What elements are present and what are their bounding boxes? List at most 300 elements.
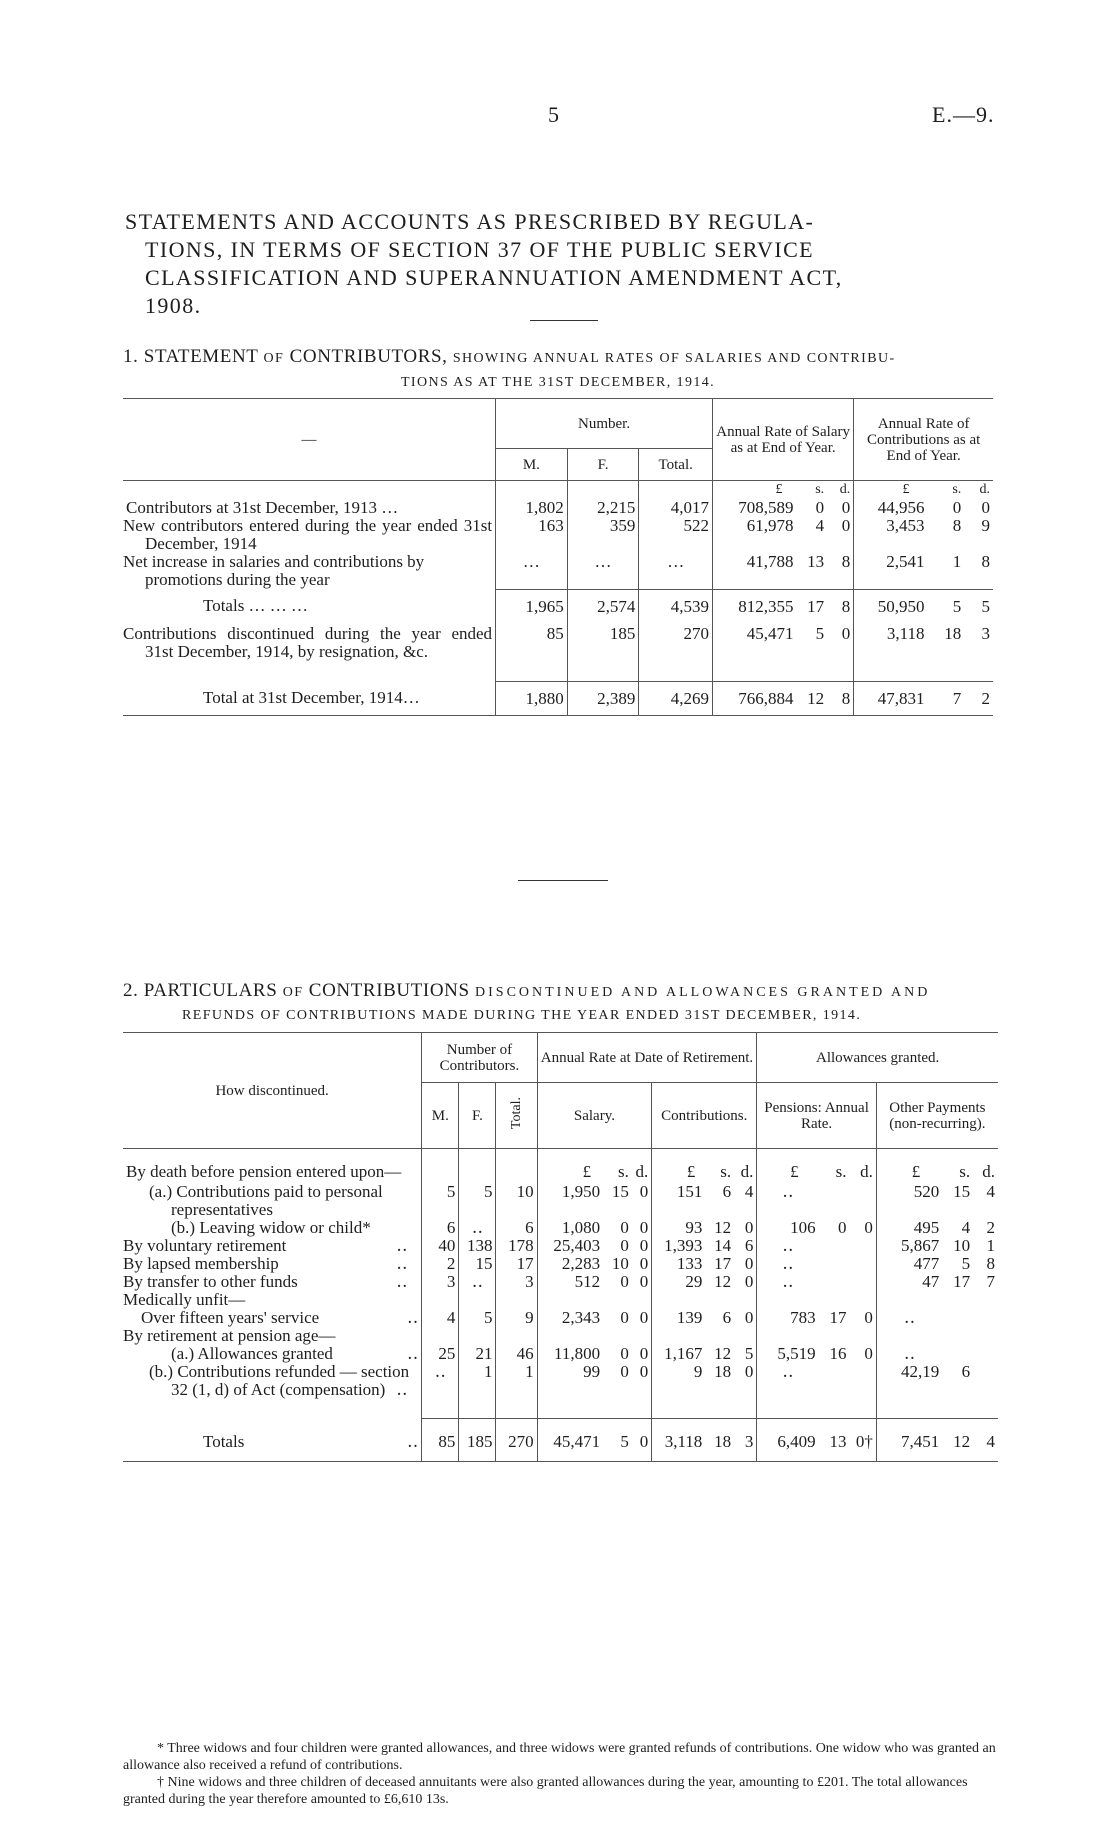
section1-of: OF: [263, 351, 285, 366]
t2-row: [123, 1363, 998, 1419]
t2-header-how: How discontinued.: [123, 1033, 422, 1149]
t2-header-f: F.: [459, 1083, 496, 1149]
t2-cell-ss: 0: [620, 1271, 629, 1291]
t2-cell-sl: [537, 1327, 603, 1345]
t1-con-d: 8: [981, 552, 990, 571]
t2-cell-t: 6: [525, 1217, 534, 1237]
t2-cell-od: 8: [986, 1253, 995, 1273]
t2-row-label: [123, 1309, 422, 1327]
t2-cell-f: ‥: [459, 1219, 496, 1237]
t2-header-m: M.: [422, 1083, 459, 1149]
section2-of: OF: [282, 985, 304, 1000]
t1-row-label: Net increase in salaries and contributions by promotions during the year: [123, 553, 496, 589]
t1-total: 4,017: [670, 498, 710, 517]
t1-row-label: New contributors entered during the year ended 31st December, 1914: [123, 517, 496, 553]
footnote-2: † Nine widows and three children of deceased annuitants were also granted allowances during the year, amounting to £201. The total allowances granted during the year therefore amounted to £6,610 13s.: [123, 1775, 968, 1807]
t2-unit-pound-4: £: [876, 1149, 942, 1183]
t1-row-label: Total at 31st December, 1914…: [123, 681, 496, 716]
t2-cell-cs: 6: [722, 1181, 732, 1201]
t1-row-label: Contributions discontinued during the year ended 31st December, 1914, by resignation, &c.: [123, 619, 496, 681]
t2-cell-f: [459, 1291, 496, 1309]
t2-cell-cl: 1,393: [652, 1237, 706, 1255]
t2-cell-sd: 0: [639, 1307, 649, 1327]
t1-con-l: 50,950: [854, 589, 928, 619]
t2-cell-od: [973, 1363, 998, 1419]
contributors-table: [123, 398, 993, 716]
t2-cell-m: 6: [422, 1219, 459, 1237]
t2-cell-m: 3: [422, 1273, 459, 1291]
section2-contributions: CONTRIBUTIONS: [308, 980, 470, 1001]
t2-unit-d: d.: [635, 1162, 649, 1181]
t2-row-label-text: Medically unfit—: [123, 1289, 246, 1309]
t1-total: 522: [683, 516, 710, 535]
t1-con-s: 0: [952, 498, 962, 517]
t2-cell-t: 178: [508, 1235, 534, 1255]
t2-cell-pl: 783: [757, 1309, 819, 1327]
t2-cell-cs: 12: [714, 1343, 732, 1363]
t2-cell-ps: 17: [829, 1307, 847, 1327]
t2-cell-os: [942, 1327, 973, 1345]
t2-row: [123, 1327, 998, 1345]
t2-row-label-text: Over fifteen years' service: [141, 1307, 320, 1327]
t2-cell-cd: 0: [744, 1361, 754, 1381]
t2-row-label: [123, 1327, 422, 1345]
t2-header-annual: Annual Rate at Date of Retirement.: [537, 1033, 757, 1083]
t2-row-label: [123, 1345, 422, 1363]
t1-row: [123, 499, 993, 517]
t2-cell-sd: 0: [632, 1419, 652, 1462]
t1-sal-l: 766,884: [713, 681, 797, 716]
t2-cell-sd: 0: [639, 1361, 649, 1381]
section2-heading-line2: [182, 1003, 1002, 1025]
t2-cell-m: 4: [422, 1309, 459, 1327]
t2-cell-t: [496, 1291, 537, 1309]
t2-cell-ps: [819, 1255, 850, 1273]
t1-header-salary: Annual Rate of Salary as at End of Year.: [713, 399, 854, 481]
t1-row-grand-total: [123, 681, 993, 716]
t1-header-total: Total.: [639, 449, 713, 481]
t2-cell-od: 1: [986, 1235, 995, 1255]
section-divider: [518, 880, 608, 881]
t2-cell-ps: [819, 1183, 850, 1219]
t1-con-s: 7: [927, 681, 964, 716]
t1-sal-s: 4: [815, 516, 825, 535]
t2-cell-m: 5: [422, 1183, 459, 1219]
t2-cell-sl: [537, 1291, 603, 1309]
t2-dot-leader: ‥: [406, 1431, 419, 1451]
t1-m: 85: [496, 619, 568, 681]
t1-total: 4,539: [639, 589, 713, 619]
t2-unit-pound-2: £: [652, 1149, 706, 1183]
t1-sal-s: 0: [815, 498, 825, 517]
t2-cell-cd: 0: [744, 1253, 754, 1273]
t2-cell-cl: 93: [652, 1219, 706, 1237]
t2-cell-sd: 0: [639, 1235, 649, 1255]
t1-con-s: 8: [952, 516, 962, 535]
t2-cell-sl: 25,403: [537, 1237, 603, 1255]
t1-con-l: 44,956: [854, 499, 928, 517]
t2-cell-ss: 0: [620, 1361, 629, 1381]
t2-cell-sl: 45,471: [537, 1419, 603, 1462]
t2-row: [123, 1309, 998, 1327]
t2-cell-ps: [819, 1363, 850, 1419]
t2-dot-leader: ‥: [406, 1307, 419, 1327]
t2-cell-os: [942, 1291, 973, 1309]
t2-cell-os: 5: [961, 1253, 971, 1273]
t2-cell-ss: 0: [620, 1235, 629, 1255]
t2-cell-cs: 6: [722, 1307, 732, 1327]
t2-cell-cd: 3: [734, 1419, 757, 1462]
t2-cell-f: ‥: [459, 1273, 496, 1291]
document-reference: E.—9.: [932, 102, 995, 127]
t2-unit-s-4: s.: [959, 1162, 971, 1181]
t2-cell-ss: [603, 1291, 632, 1309]
t1-sal-d: 0: [841, 498, 851, 517]
t2-cell-cd: 4: [744, 1181, 754, 1201]
t2-cell-m: 85: [422, 1419, 459, 1462]
t2-cell-pl: ‥: [757, 1255, 819, 1273]
t1-header-m: M.: [496, 449, 568, 481]
t2-cell-pd: [850, 1273, 877, 1291]
t2-cell-cl: 29: [652, 1273, 706, 1291]
t2-cell-cl: 151: [652, 1183, 706, 1219]
t2-cell-cl: 9: [652, 1363, 706, 1419]
t2-cell-f: 1: [459, 1363, 496, 1419]
t1-m: 163: [496, 517, 568, 553]
t2-cell-cl: [652, 1327, 706, 1345]
t2-row-label-text: By lapsed membership: [123, 1253, 279, 1273]
t2-cell-sd: 0: [639, 1271, 649, 1291]
t1-total: 4,269: [639, 681, 713, 716]
t2-cell-cd: [734, 1291, 757, 1309]
t2-unit-s: s.: [618, 1162, 629, 1181]
t2-row: [123, 1273, 998, 1291]
t1-con-d: 9: [981, 516, 990, 535]
t2-cell-ol: 42,19: [876, 1363, 942, 1419]
t2-cell-od: [973, 1345, 998, 1363]
t2-cell-f: 15: [459, 1255, 496, 1273]
t2-cell-od: [973, 1327, 998, 1345]
t2-cell-pd: [850, 1183, 877, 1219]
t2-cell-cd: 0: [744, 1217, 754, 1237]
t2-row: [123, 1291, 998, 1309]
t1-header-f: F.: [567, 449, 639, 481]
t2-cell-pd: [850, 1327, 877, 1345]
t2-cell-cs: 12: [714, 1271, 732, 1291]
t2-row-label: By voluntary retirement ‥: [123, 1237, 422, 1255]
t2-cell-f: 5: [459, 1309, 496, 1327]
t2-row-label: (b.) Contributions refunded — section 32 (1, d) of Act (compensation) ‥: [123, 1363, 422, 1419]
t2-cell-m: 2: [422, 1255, 459, 1273]
t2-row-totals: [123, 1419, 998, 1462]
t1-row: [123, 619, 993, 681]
t1-con-d: 0: [981, 498, 990, 517]
t2-cell-os: [942, 1345, 973, 1363]
page-number: 5: [548, 102, 559, 127]
t1-header-contrib: Annual Rate of Contributions as at End of Year.: [854, 399, 993, 481]
t2-cell-cl: 139: [652, 1309, 706, 1327]
t2-cell-pl: 5,519: [757, 1345, 819, 1363]
t2-cell-cs: 12: [714, 1217, 732, 1237]
t2-cell-pl: 106: [757, 1219, 819, 1237]
t2-cell-f: 138: [459, 1237, 496, 1255]
t1-con-l: 2,541: [854, 553, 928, 589]
section2-heading: [123, 980, 1003, 1002]
t2-row-label-text: (a.) Allowances granted: [171, 1343, 333, 1363]
t2-header-pensions: Pensions: Annual Rate.: [757, 1083, 877, 1149]
t1-row-totals: [123, 589, 993, 619]
t2-cell-cl: 1,167: [652, 1345, 706, 1363]
t1-row: [123, 517, 993, 553]
t2-cell-od: [973, 1309, 998, 1327]
t2-cell-sd: 0: [639, 1343, 649, 1363]
t2-cell-ps: [819, 1291, 850, 1309]
t2-cell-ol: ‥: [876, 1309, 942, 1327]
t2-cell-cd: 0: [744, 1271, 754, 1291]
t2-cell-pl: ‥: [757, 1183, 819, 1219]
t1-sal-l: 45,471: [713, 619, 797, 681]
section2-num: 2. PARTICULARS: [123, 980, 278, 1001]
t1-m: 1,802: [496, 499, 568, 517]
t2-cell-pl: ‥: [757, 1273, 819, 1291]
t2-cell-cd: [734, 1327, 757, 1345]
t2-cell-pd: [850, 1255, 877, 1273]
t2-cell-sd: [632, 1291, 652, 1309]
t2-cell-f: 5: [459, 1183, 496, 1219]
section2-rest-line2: REFUNDS OF CONTRIBUTIONS MADE DURING THE YEAR ENDED 31ST DECEMBER, 1914.: [182, 1008, 862, 1023]
t2-row-label-text: By voluntary retirement: [123, 1235, 287, 1255]
t2-cell-t: 17: [516, 1253, 534, 1273]
t1-unit-d-2: d.: [979, 482, 990, 497]
t2-row-label-text: By transfer to other funds: [123, 1271, 298, 1291]
t2-cell-od: [973, 1291, 998, 1309]
t1-row-label: Totals … … …: [123, 589, 496, 619]
t2-header-contributions: Contributions.: [652, 1083, 757, 1149]
t1-sal-s: 12: [796, 681, 827, 716]
t2-cell-ol: 47: [876, 1273, 942, 1291]
t2-unit-d-2: d.: [740, 1162, 754, 1181]
t2-cell-os: 15: [953, 1181, 971, 1201]
t2-cell-f: 185: [459, 1419, 496, 1462]
t2-cell-od: 4: [973, 1419, 998, 1462]
t1-header-blank: —: [123, 399, 496, 481]
t2-cell-od: 4: [986, 1181, 995, 1201]
section1-contributors: CONTRIBUTORS,: [289, 346, 448, 367]
t1-con-l: 3,453: [854, 517, 928, 553]
t2-header-total-cell: [496, 1083, 537, 1149]
t2-cell-f: 21: [459, 1345, 496, 1363]
t1-header-number: Number.: [496, 399, 713, 449]
t1-sal-d: 8: [827, 681, 854, 716]
t2-cell-ps: [819, 1237, 850, 1255]
t2-header-number: Number of Contributors.: [422, 1033, 537, 1083]
t1-unit-pound-2: £: [854, 481, 928, 500]
t2-row-label-text: (b.) Leaving widow or child*: [171, 1217, 371, 1237]
t2-row-label-text: (b.) Contributions refunded — section 32 (1, d) of Act (compensation): [149, 1361, 410, 1399]
t1-m: 1,880: [496, 681, 568, 716]
t1-row: [123, 553, 993, 589]
t2-cell-m: [422, 1327, 459, 1345]
t2-cell-cs: [705, 1327, 734, 1345]
t2-cell-m: 25: [422, 1345, 459, 1363]
t2-unit-pound: £: [537, 1149, 603, 1183]
title-line-3: CLASSIFICATION AND SUPERANNUATION AMENDMENT ACT,: [145, 265, 843, 290]
t1-unit-s-2: s.: [952, 482, 962, 497]
t2-cell-t: 3: [525, 1271, 534, 1291]
t2-cell-ps: [819, 1273, 850, 1291]
t1-sal-l: 708,589: [713, 499, 797, 517]
t2-cell-t: 1: [525, 1361, 534, 1381]
t2-cell-cl: 3,118: [652, 1419, 706, 1462]
t2-cell-cd: 0: [744, 1307, 754, 1327]
t2-cell-cd: 6: [744, 1235, 754, 1255]
t2-cell-pl: ‥: [757, 1363, 819, 1419]
t2-cell-ss: 0: [620, 1307, 629, 1327]
t2-cell-t: 9: [525, 1307, 534, 1327]
t2-unit-s-2: s.: [720, 1162, 732, 1181]
title-divider: [530, 320, 598, 321]
t1-f: 2,215: [567, 499, 639, 517]
t2-cell-os: [942, 1309, 973, 1327]
t1-f: …: [567, 553, 639, 589]
t2-cell-ss: 0: [620, 1343, 629, 1363]
t2-cell-os: 10: [953, 1235, 971, 1255]
t2-cell-ol: 7,451: [876, 1419, 942, 1462]
t2-cell-ps: 16: [829, 1343, 847, 1363]
t2-cell-t: [496, 1327, 537, 1345]
t2-unit-s-3: s.: [835, 1162, 847, 1181]
t1-sal-l: 41,788: [713, 553, 797, 589]
t2-cell-sl: 11,800: [537, 1345, 603, 1363]
t2-cell-pd: 0: [864, 1307, 873, 1327]
t2-cell-cs: 17: [714, 1253, 732, 1273]
t2-header-allowances: Allowances granted.: [757, 1033, 998, 1083]
t1-con-l: 3,118: [854, 619, 928, 681]
section1-heading-line2: [123, 370, 993, 392]
t1-con-s: 5: [927, 589, 964, 619]
t2-cell-pd: 0: [864, 1217, 873, 1237]
t2-cell-m: ‥: [422, 1363, 459, 1419]
t2-cell-os: 4: [961, 1217, 971, 1237]
t1-con-d: 5: [964, 589, 993, 619]
t2-cell-os: 17: [953, 1271, 971, 1291]
t1-f: 2,389: [567, 681, 639, 716]
t2-cell-t: 270: [496, 1419, 537, 1462]
t2-dot-leader: ‥: [406, 1343, 419, 1363]
t1-sal-s: 13: [807, 552, 825, 571]
title-line-1: STATEMENTS AND ACCOUNTS AS PRESCRIBED BY REGULA-: [125, 209, 815, 234]
t1-m: …: [496, 553, 568, 589]
t1-total: 270: [683, 624, 710, 643]
t2-unit-pound-3: £: [757, 1149, 819, 1183]
discontinued-table: [123, 1032, 998, 1462]
t2-cell-ss: 10: [611, 1253, 629, 1273]
t2-cell-pd: [850, 1363, 877, 1419]
t2-cell-sl: 1,950: [537, 1183, 603, 1219]
t2-row: [123, 1255, 998, 1273]
t1-sal-s: 17: [796, 589, 827, 619]
t2-cell-ol: [876, 1291, 942, 1309]
t2-cell-os: 6: [961, 1361, 971, 1381]
t1-m: 1,965: [496, 589, 568, 619]
t2-cell-od: 7: [986, 1271, 995, 1291]
t2-cell-pd: [850, 1237, 877, 1255]
t2-cell-t: 10: [516, 1181, 534, 1201]
t2-cell-ol: ‥: [876, 1345, 942, 1363]
t2-cell-ps: 13: [819, 1419, 850, 1462]
title-line-2: TIONS, IN TERMS OF SECTION 37 OF THE PUBLIC SERVICE: [145, 237, 814, 262]
t1-con-l: 47,831: [854, 681, 928, 716]
t1-sal-d: 0: [841, 516, 851, 535]
t1-unit-s: s.: [815, 482, 825, 497]
section1-rest-line2: TIONS AS AT THE 31ST DECEMBER, 1914.: [400, 375, 716, 390]
t2-cell-ps: [819, 1327, 850, 1345]
t2-cell-sl: 512: [537, 1273, 603, 1291]
t1-sal-s: 5: [815, 624, 825, 643]
t1-con-s: 18: [944, 624, 962, 643]
t2-cell-t: 46: [516, 1343, 534, 1363]
t2-cell-ol: 477: [876, 1255, 942, 1273]
t2-row-label: By death before pension entered upon—: [123, 1149, 422, 1183]
footnote-1: * Three widows and four children were granted allowances, and three widows were granted refunds of contributions. One widow who was granted an allowance also received a refund of contributions.: [123, 1741, 996, 1773]
t2-row-label-text: (a.) Contributions paid to personal representatives: [149, 1181, 383, 1219]
section1-heading: [123, 346, 1003, 368]
t2-cell-ps: 0: [838, 1217, 847, 1237]
t1-sal-d: 8: [841, 552, 851, 571]
t1-f: 185: [567, 619, 639, 681]
t2-row: [123, 1345, 998, 1363]
t2-cell-pd: 0: [864, 1343, 873, 1363]
t2-cell-od: 2: [986, 1217, 995, 1237]
t2-cell-ol: [876, 1327, 942, 1345]
t1-total: …: [667, 552, 685, 571]
title-line-4: 1908.: [145, 293, 202, 318]
t2-cell-sd: 0: [639, 1217, 649, 1237]
t1-f: 2,574: [567, 589, 639, 619]
t1-row-label: Contributors at 31st December, 1913 …: [123, 499, 496, 517]
t2-cell-sd: 0: [639, 1181, 649, 1201]
t2-cell-ss: 15: [611, 1181, 629, 1201]
t1-f: 359: [567, 517, 639, 553]
document-title: [125, 208, 995, 320]
t2-cell-ol: 5,867: [876, 1237, 942, 1255]
t2-cell-cd: 5: [744, 1343, 754, 1363]
t2-cell-sl: 99: [537, 1363, 603, 1419]
t2-cell-cs: 18: [705, 1419, 734, 1462]
t2-cell-pd: [850, 1291, 877, 1309]
t2-cell-ss: [603, 1327, 632, 1345]
t2-row-label: [123, 1419, 422, 1462]
t2-cell-sl: 2,283: [537, 1255, 603, 1273]
t2-cell-cs: 18: [714, 1361, 732, 1381]
t2-cell-sd: [632, 1327, 652, 1345]
t2-row: [123, 1219, 998, 1237]
t2-cell-cs: 14: [714, 1235, 732, 1255]
t2-cell-pd: 0†: [850, 1419, 877, 1462]
t1-sal-l: 61,978: [713, 517, 797, 553]
t2-row-label: [123, 1219, 422, 1237]
section1-rest-line1: SHOWING ANNUAL RATES OF SALARIES AND CONTRIBU-: [452, 351, 896, 366]
t2-unit-d-3: d.: [860, 1162, 873, 1181]
t1-con-d: 3: [981, 624, 990, 643]
t2-row: [123, 1183, 998, 1219]
t2-cell-cs: [705, 1291, 734, 1309]
t2-cell-pl: 6,409: [757, 1419, 819, 1462]
t2-row-label: By transfer to other funds ‥: [123, 1273, 422, 1291]
t2-cell-pl: [757, 1327, 819, 1345]
t2-cell-sl: 2,343: [537, 1309, 603, 1327]
t2-cell-cl: [652, 1291, 706, 1309]
